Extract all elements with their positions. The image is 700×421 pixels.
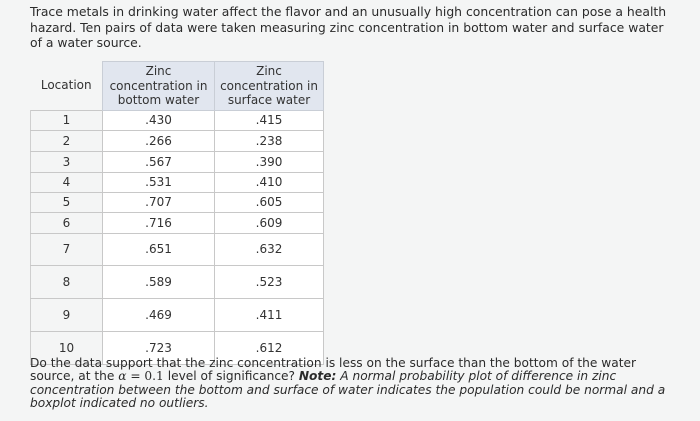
table-row: [31, 151, 324, 172]
table-row: [31, 192, 324, 212]
surface-water-cell: .609: [215, 212, 324, 233]
location-cell: 8: [31, 265, 103, 298]
surface-water-cell: .390: [215, 151, 324, 172]
surface-water-cell: .523: [215, 265, 324, 298]
table-row: [31, 298, 324, 331]
location-cell: 10: [31, 331, 103, 364]
alpha-value: 0.1: [144, 369, 164, 384]
question-text: [30, 357, 670, 411]
location-cell: 6: [31, 212, 103, 233]
bottom-water-cell: .723: [103, 331, 215, 364]
location-cell: 3: [31, 151, 103, 172]
equals-sign: =: [130, 369, 141, 384]
table-row: [31, 130, 324, 151]
zinc-data-table: [30, 61, 324, 365]
surface-water-cell: .612: [215, 331, 324, 364]
bottom-water-cell: .469: [103, 298, 215, 331]
surface-water-cell: .238: [215, 130, 324, 151]
alpha-symbol: α: [118, 369, 127, 384]
note-text: A normal probability plot of difference in zinc concentration between the bottom and surface of water indicates the population could be normal and a boxplot indicated no outliers.: [30, 369, 666, 411]
location-column-header: Location: [31, 62, 103, 111]
question-tail: level of significance?: [167, 369, 295, 384]
bottom-water-cell: .716: [103, 212, 215, 233]
location-cell: 4: [31, 172, 103, 192]
surface-water-cell: .632: [215, 233, 324, 265]
problem-intro: Trace metals in drinking water affect the flavor and an unusually high concentration can pose a health hazard. Ten pairs of data were taken measuring zinc concentration in bottom water and surface water of a water source.: [30, 4, 667, 50]
table-row: [31, 212, 324, 233]
surface-water-cell: .605: [215, 192, 324, 212]
table-row: [31, 110, 324, 130]
table-row: [31, 172, 324, 192]
table-row: [31, 233, 324, 265]
bottom-water-cell: .707: [103, 192, 215, 212]
surface-water-cell: .415: [215, 110, 324, 130]
question-lead: Do the data support that the zinc concentration is less on the surface than the bottom of the water source, at the: [30, 356, 636, 384]
location-cell: 9: [31, 298, 103, 331]
note-label: Note:: [298, 369, 337, 384]
surface-water-column-header: Zinc concentration in surface water: [215, 62, 324, 111]
bottom-water-cell: .531: [103, 172, 215, 192]
location-cell: 7: [31, 233, 103, 265]
table-row: [31, 265, 324, 298]
bottom-water-cell: .651: [103, 233, 215, 265]
location-cell: 2: [31, 130, 103, 151]
bottom-water-cell: .430: [103, 110, 215, 130]
bottom-water-cell: .567: [103, 151, 215, 172]
bottom-water-cell: .589: [103, 265, 215, 298]
surface-water-cell: .411: [215, 298, 324, 331]
bottom-water-cell: .266: [103, 130, 215, 151]
location-cell: 5: [31, 192, 103, 212]
surface-water-cell: .410: [215, 172, 324, 192]
location-cell: 1: [31, 110, 103, 130]
table-header-row: [31, 62, 324, 111]
bottom-water-column-header: Zinc concentration in bottom water: [103, 62, 215, 111]
